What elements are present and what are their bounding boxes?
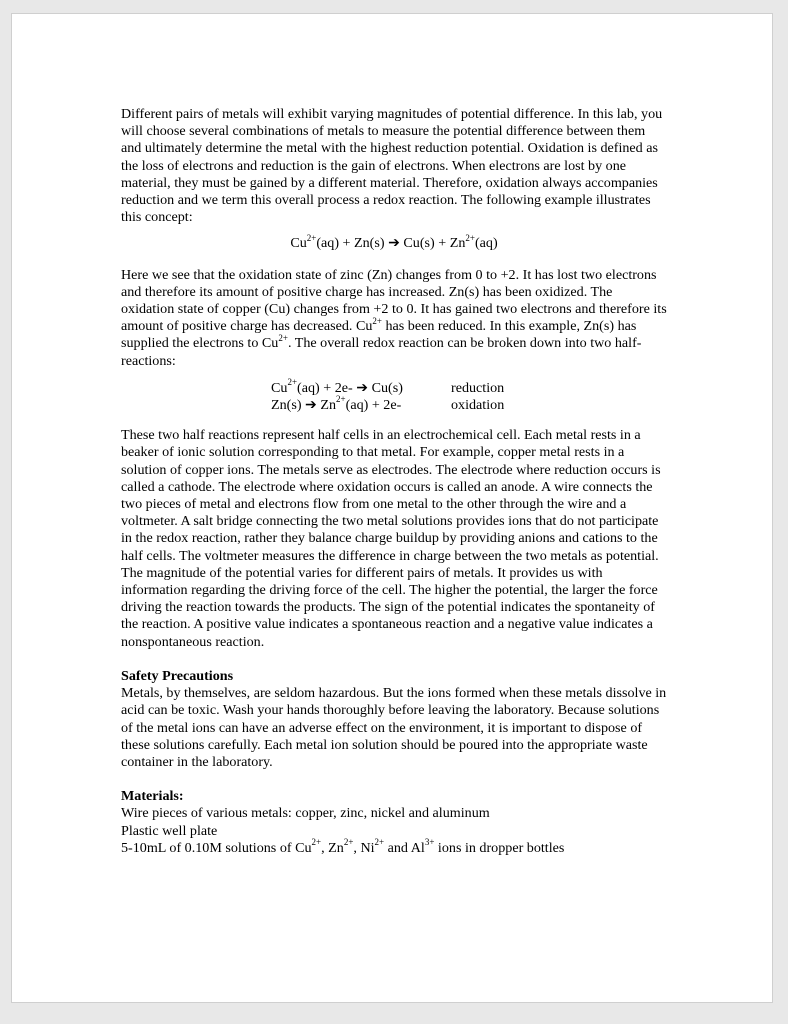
document-body [121,106,667,857]
materials-item: Plastic well plate [121,822,218,839]
half-reaction-row [121,394,667,414]
explanation-paragraph: Here we see that the oxidation state of zinc (Zn) changes from 0 to +2. It has lost two electrons and therefore its amount of positive charge has increased. Zn(s) has been oxidized. The oxidation state of copper (Cu) changes from +2 to 0. It has gained two electrons and therefore its amount of positive charge has decreased. $Cu^{2+}$ has been reduced. In this example, Zn(s) has supplied the electrons to $Cu^{2+}$. The overall redox reaction can be broken down into two half-reactions: [121,266,667,369]
half-reaction-row [121,377,667,397]
half-reactions [121,377,667,414]
cell-paragraph: These two half reactions represent half cells in an electrochemical cell. Each metal rests in a beaker of ionic solution corresponding to that metal. For example, copper metal rests in a solution of copper ions. The metals serve as electrodes. The electrode where reduction occurs is called a cathode. The electrode where oxidation occurs is called an anode. A wire connects the two pieces of metal and electrons flow from one metal to the other through the wire and a voltmeter. A salt bridge connecting the two metal solutions provides ions that do not participate in the redox reaction, rather they balance charge buildup by providing anions and cations to the half cells. The voltmeter measures the difference in charge between the two metals as potential. The magnitude of the potential varies for different pairs of metals. It provides us with information regarding the driving force of the cell. The higher the potential, the larger the force driving the reaction towards the products. The sign of the potential indicates the spontaneity of the reaction. A positive value indicates a spontaneous reaction and a negative value indicates a nonspontaneous reaction. [121,427,661,650]
document-page [11,13,773,1003]
safety-heading: Safety Precautions [121,667,234,684]
safety-paragraph: Metals, by themselves, are seldom hazardous. But the ions formed when these metals dissolve in acid can be toxic. Wash your hands thoroughly before leaving the laboratory. Because solutions of the metal ions can have an adverse effect on the environment, it is important to dispose of these solutions carefully. Each metal ion solution should be poured into the appropriate waste container in the laboratory. [121,685,667,770]
materials-item: Wire pieces of various metals: copper, zinc, nickel and aluminum [121,805,490,822]
half-reaction-equation: $Cu^{2+}(aq) + 2e-$ ➔ Cu(s) [271,377,403,396]
materials-item: 5-10mL of 0.10M solutions of $Cu^{2+}$, $Zn^{2+}$, $Ni^{2+}$ and $Al^{3+}$ ions in dropper bottles [121,837,565,856]
redox-equation: $Cu^{2+}(aq) + Zn(s)$ ➔ $Cu(s) + Zn^{2+}(aq)$ [290,232,498,252]
half-reaction-label: reduction [451,379,505,396]
half-reaction-label: oxidation [451,397,505,414]
materials-heading: Materials: [121,788,184,805]
half-reaction-equation: Zn(s) ➔ $Zn^{2+}(aq) + 2e-$ [271,394,402,414]
intro-paragraph: Different pairs of metals will exhibit varying magnitudes of potential difference. In this lab, you will choose several combinations of metals to measure the potential difference between them and ultimately determine the metal with the highest reduction potential. Oxidation is defined as the loss of electrons and reduction is the gain of electrons. When electrons are lost by one material, they must be gained by a different material. Therefore, oxidation always accompanies reduction and we term this overall process a redox reaction. The following example illustrates this concept: [121,106,663,226]
